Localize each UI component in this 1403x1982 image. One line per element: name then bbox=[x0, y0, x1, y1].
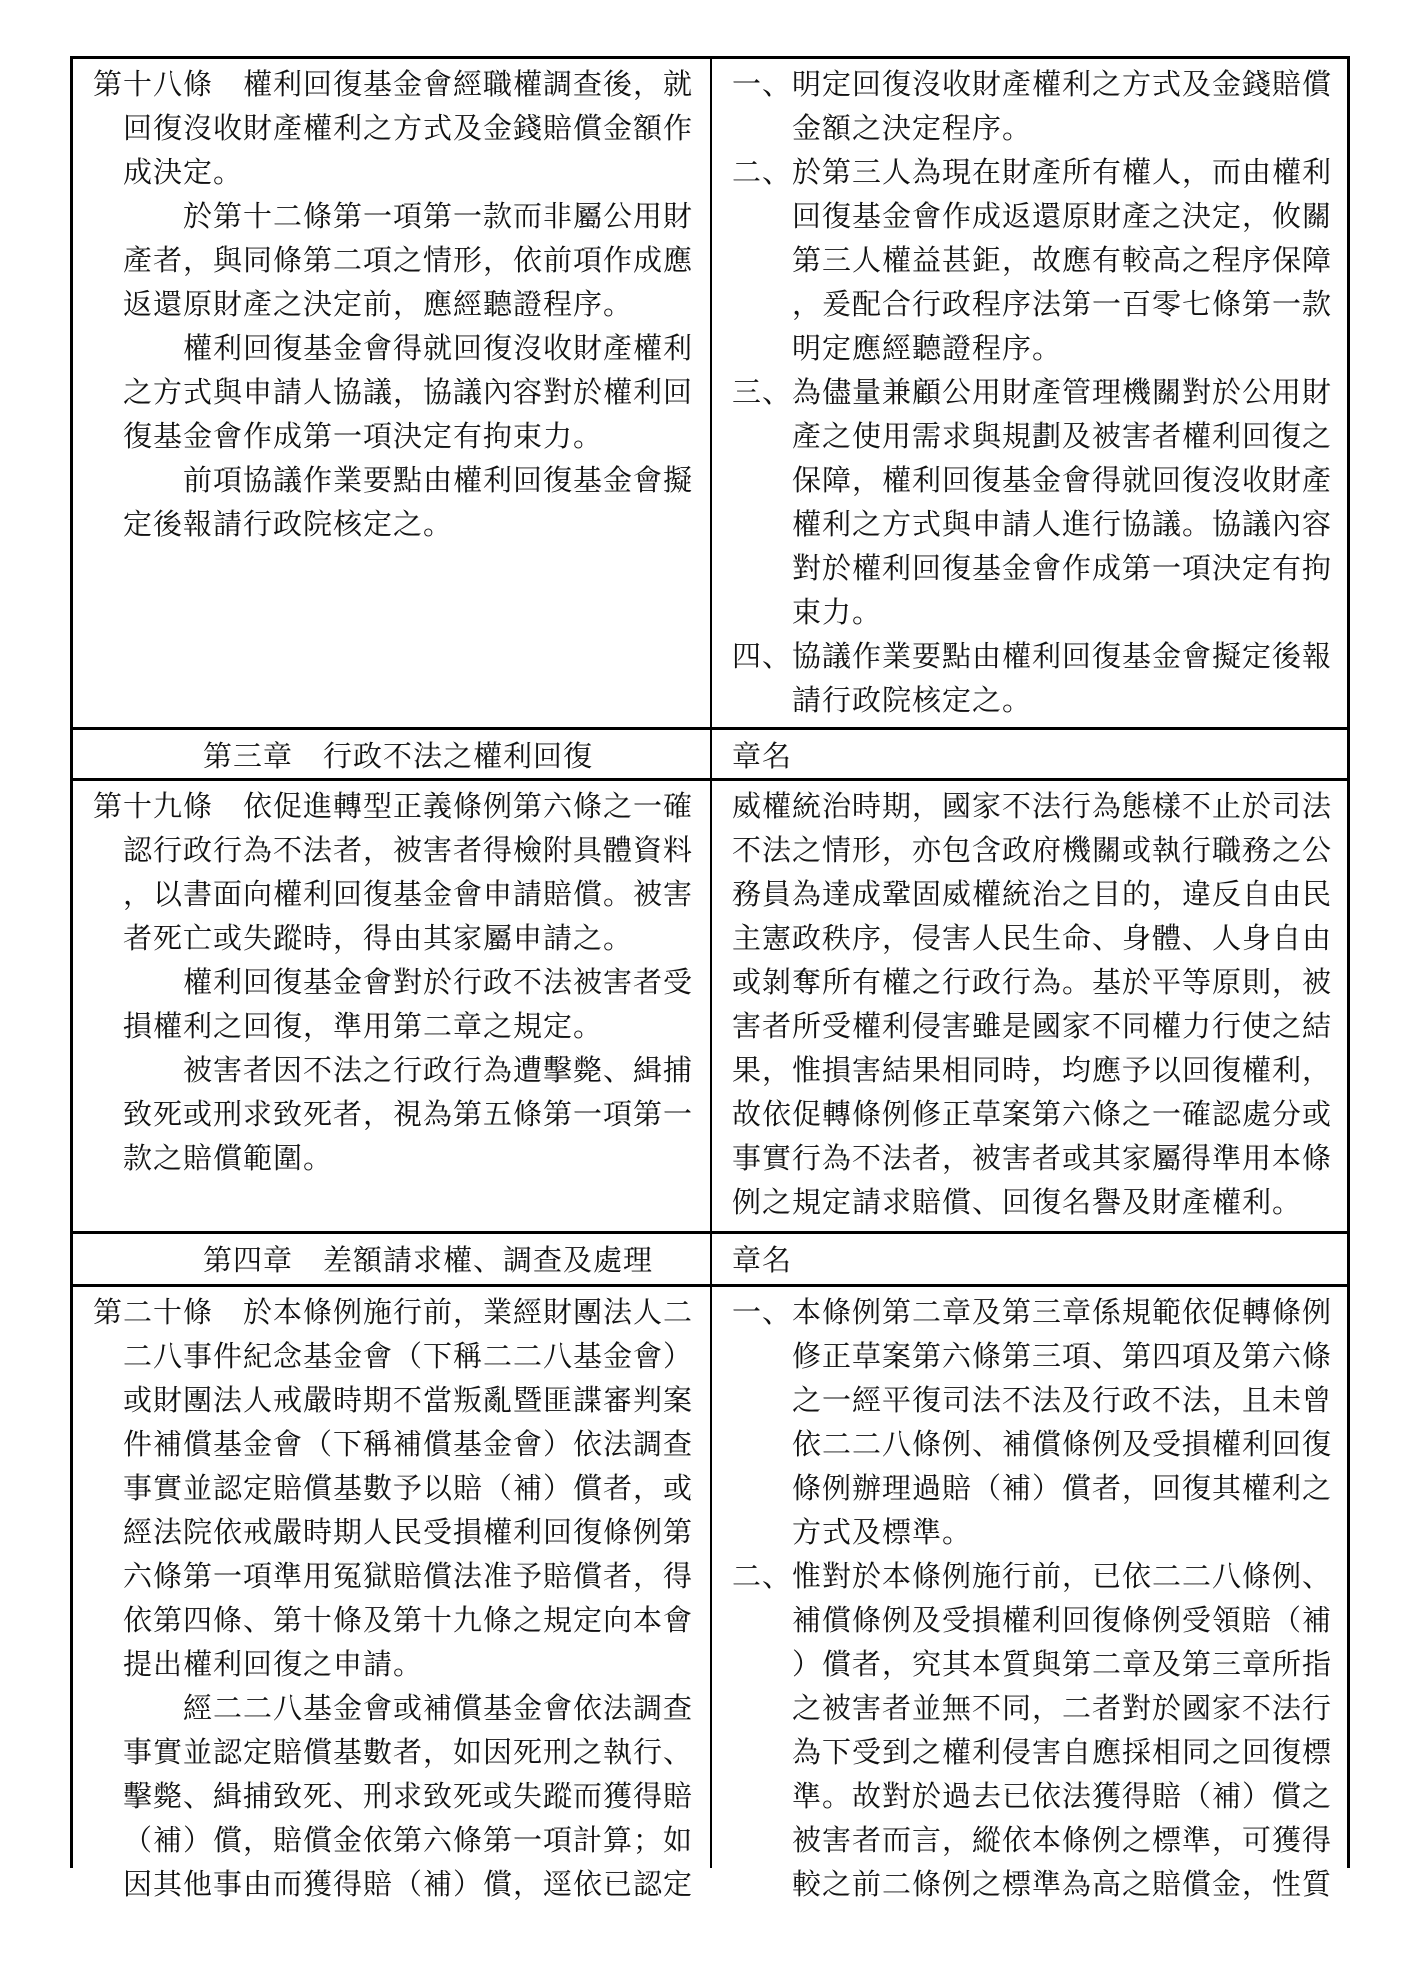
text-line: 致死或刑求致死者，視為第五條第一項第一 bbox=[123, 1097, 694, 1131]
text-line: 事實並認定賠償基數予以賠（補）償者，或 bbox=[123, 1471, 694, 1505]
explanation-cell bbox=[712, 1234, 1347, 1284]
text-line: 款之賠償範圍。 bbox=[123, 1141, 334, 1175]
text-line: 產之使用需求與規劃及被害者權利回復之 bbox=[792, 419, 1333, 453]
text-line: 第二十條 於本條例施行前，業經財團法人二 bbox=[93, 1295, 694, 1329]
chapter-label: 章名 bbox=[732, 739, 793, 773]
article-paragraph bbox=[93, 1686, 710, 1906]
text-line: 威權統治時期，國家不法行為態樣不止於司法 bbox=[732, 789, 1333, 823]
text-line: 務員為達成鞏固威權統治之目的，違反自由民 bbox=[732, 877, 1333, 911]
text-line: 準。故對於過去已依法獲得賠（補）償之 bbox=[792, 1779, 1333, 1813]
explanation-item bbox=[732, 62, 1347, 150]
text-line: 事實行為不法者，被害者或其家屬得準用本條 bbox=[732, 1141, 1333, 1175]
text-line: 三、為儘量兼顧公用財產管理機關對於公用財 bbox=[732, 375, 1333, 409]
explanation-cell bbox=[712, 781, 1347, 1231]
article-text-cell bbox=[73, 1287, 712, 1901]
text-line: 件補償基金會（下稱補償基金會）依法調查 bbox=[123, 1427, 694, 1461]
text-line: 依二二八條例、補償條例及受損權利回復 bbox=[792, 1427, 1333, 1461]
text-line: 保障，權利回復基金會得就回復沒收財產 bbox=[792, 463, 1333, 497]
text-line: 不法之情形，亦包含政府機關或執行職務之公 bbox=[732, 833, 1333, 867]
explanation-item bbox=[732, 634, 1347, 722]
explanation-paragraph bbox=[732, 784, 1347, 1224]
text-line: 金額之決定程序。 bbox=[792, 111, 1033, 145]
text-line: 者死亡或失蹤時，得由其家屬申請之。 bbox=[123, 921, 634, 955]
chapter-title: 第三章 行政不法之權利回復 bbox=[203, 739, 594, 773]
article-row bbox=[70, 778, 1350, 1231]
text-line: 權利回復基金會對於行政不法被害者受 bbox=[183, 965, 694, 999]
text-line: 第十九條 依促進轉型正義條例第六條之一確 bbox=[93, 789, 694, 823]
article-row bbox=[70, 56, 1350, 727]
text-line: 主憲政秩序，侵害人民生命、身體、人身自由 bbox=[732, 921, 1333, 955]
article-text-cell bbox=[73, 1234, 712, 1284]
text-line: 害者所受權利侵害雖是國家不同權力行使之結 bbox=[732, 1009, 1333, 1043]
article-text-cell bbox=[73, 730, 712, 778]
text-line: 損權利之回復，準用第二章之規定。 bbox=[123, 1009, 604, 1043]
chapter-heading-row bbox=[70, 1231, 1350, 1284]
text-line: 認行政行為不法者，被害者得檢附具體資料 bbox=[123, 833, 694, 867]
article-text-cell bbox=[73, 59, 712, 727]
text-line: 方式及標準。 bbox=[792, 1515, 973, 1549]
text-line: 提出權利回復之申請。 bbox=[123, 1647, 424, 1681]
text-line: ）償者，究其本質與第二章及第三章所指 bbox=[792, 1647, 1333, 1681]
text-line: 因其他事由而獲得賠（補）償，逕依已認定 bbox=[123, 1867, 694, 1901]
text-line: 返還原財產之決定前，應經聽證程序。 bbox=[123, 287, 634, 321]
text-line: 之一經平復司法不法及行政不法，且未曾 bbox=[792, 1383, 1333, 1417]
text-line: 被害者因不法之行政行為遭擊斃、緝捕 bbox=[183, 1053, 694, 1087]
text-line: ，爰配合行政程序法第一百零七條第一款 bbox=[792, 287, 1333, 321]
article-paragraph bbox=[93, 326, 710, 458]
text-line: 權利回復基金會得就回復沒收財產權利 bbox=[183, 331, 694, 365]
text-line: （補）償，賠償金依第六條第一項計算；如 bbox=[123, 1823, 694, 1857]
text-line: 或財團法人戒嚴時期不當叛亂暨匪諜審判案 bbox=[123, 1383, 694, 1417]
text-line: 第十八條 權利回復基金會經職權調查後，就 bbox=[93, 67, 694, 101]
explanation-item bbox=[732, 150, 1347, 370]
text-line: 果，惟損害結果相同時，均應予以回復權利， bbox=[732, 1053, 1333, 1087]
text-line: 二、於第三人為現在財產所有權人，而由權利 bbox=[732, 155, 1333, 189]
text-line: 第三人權益甚鉅，故應有較高之程序保障 bbox=[792, 243, 1333, 277]
text-line: 一、明定回復沒收財產權利之方式及金錢賠償 bbox=[732, 67, 1333, 101]
article-first-paragraph bbox=[93, 1290, 710, 1686]
article-first-paragraph bbox=[93, 784, 710, 960]
chapter-title: 第四章 差額請求權、調查及處理 bbox=[203, 1243, 654, 1277]
text-line: 補償條例及受損權利回復條例受領賠（補 bbox=[792, 1603, 1333, 1637]
text-line: 前項協議作業要點由權利回復基金會擬 bbox=[183, 463, 694, 497]
text-line: 請行政院核定之。 bbox=[792, 683, 1033, 717]
text-line: 定後報請行政院核定之。 bbox=[123, 507, 454, 541]
text-line: ，以書面向權利回復基金會申請賠償。被害 bbox=[123, 877, 694, 911]
text-line: 經二二八基金會或補償基金會依法調查 bbox=[183, 1691, 694, 1725]
text-line: 於第十二條第一項第一款而非屬公用財 bbox=[183, 199, 694, 233]
text-line: 產者，與同條第二項之情形，依前項作成應 bbox=[123, 243, 694, 277]
text-line: 故依促轉條例修正草案第六條之一確認處分或 bbox=[732, 1097, 1333, 1131]
text-line: 復基金會作成第一項決定有拘束力。 bbox=[123, 419, 604, 453]
text-line: 擊斃、緝捕致死、刑求致死或失蹤而獲得賠 bbox=[123, 1779, 694, 1813]
explanation-cell bbox=[712, 1287, 1347, 1901]
text-line: 或剝奪所有權之行政行為。基於平等原則，被 bbox=[732, 965, 1333, 999]
text-line: 之被害者並無不同，二者對於國家不法行 bbox=[792, 1691, 1333, 1725]
explanation-cell bbox=[712, 730, 1347, 778]
text-line: 之方式與申請人協議，協議內容對於權利回 bbox=[123, 375, 694, 409]
article-text-cell bbox=[73, 781, 712, 1231]
text-line: 二、惟對於本條例施行前，已依二二八條例、 bbox=[732, 1559, 1333, 1593]
chapter-heading-row bbox=[70, 727, 1350, 778]
text-line: 權利之方式與申請人進行協議。協議內容 bbox=[792, 507, 1333, 541]
text-line: 為下受到之權利侵害自應採相同之回復標 bbox=[792, 1735, 1333, 1769]
text-line: 二八事件紀念基金會（下稱二二八基金會） bbox=[123, 1339, 694, 1373]
explanation-item bbox=[732, 1554, 1347, 1906]
chapter-label: 章名 bbox=[732, 1243, 793, 1277]
explanation-item bbox=[732, 1290, 1347, 1554]
text-line: 修正草案第六條第三項、第四項及第六條 bbox=[792, 1339, 1333, 1373]
article-paragraph bbox=[93, 458, 710, 546]
article-paragraph bbox=[93, 960, 710, 1048]
text-line: 依第四條、第十條及第十九條之規定向本會 bbox=[123, 1603, 694, 1637]
explanation-item bbox=[732, 370, 1347, 634]
text-line: 四、協議作業要點由權利回復基金會擬定後報 bbox=[732, 639, 1333, 673]
text-line: 經法院依戒嚴時期人民受損權利回復條例第 bbox=[123, 1515, 694, 1549]
text-line: 回復沒收財產權利之方式及金錢賠償金額作 bbox=[123, 111, 694, 145]
text-line: 束力。 bbox=[792, 595, 883, 629]
text-line: 例之規定請求賠償、回復名譽及財產權利。 bbox=[732, 1185, 1303, 1219]
text-line: 明定應經聽證程序。 bbox=[792, 331, 1063, 365]
text-line: 對於權利回復基金會作成第一項決定有拘 bbox=[792, 551, 1333, 585]
article-paragraph bbox=[93, 1048, 710, 1180]
article-row bbox=[70, 1284, 1350, 1901]
article-first-paragraph bbox=[93, 62, 710, 194]
text-line: 條例辦理過賠（補）償者，回復其權利之 bbox=[792, 1471, 1333, 1505]
text-line: 較之前二條例之標準為高之賠償金，性質 bbox=[792, 1867, 1333, 1901]
text-line: 回復基金會作成返還原財產之決定，攸關 bbox=[792, 199, 1333, 233]
text-line: 一、本條例第二章及第三章係規範依促轉條例 bbox=[732, 1295, 1333, 1329]
text-line: 六條第一項準用冤獄賠償法准予賠償者，得 bbox=[123, 1559, 694, 1593]
explanation-cell bbox=[712, 59, 1347, 727]
article-paragraph bbox=[93, 194, 710, 326]
text-line: 被害者而言，縱依本條例之標準，可獲得 bbox=[792, 1823, 1333, 1857]
text-line: 事實並認定賠償基數者，如因死刑之執行、 bbox=[123, 1735, 694, 1769]
text-line: 成決定。 bbox=[123, 155, 244, 189]
